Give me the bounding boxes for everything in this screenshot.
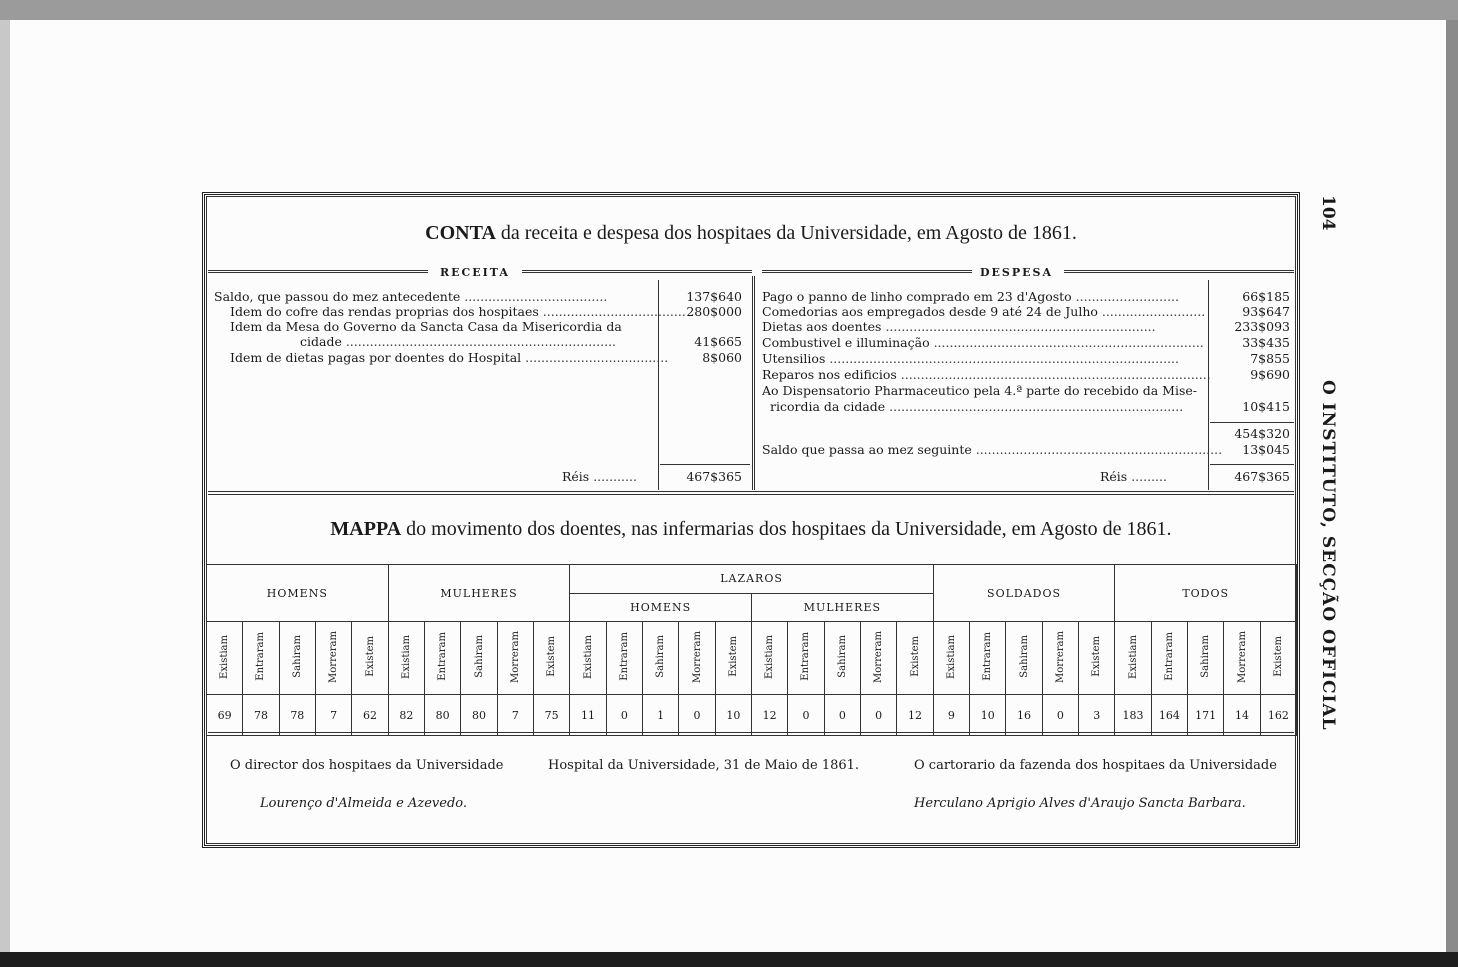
column-header-todos-entraram: Entraram [1151,622,1187,695]
value-homens-morreram: 7 [315,695,351,736]
value-mulheres-morreram: 7 [497,695,533,736]
despesa-amount-divider [1208,280,1209,490]
receita-total: 467$365 [686,469,742,484]
column-header-lazaros_homens-entraram: Entraram [606,622,642,695]
receita-rule-left [208,270,428,273]
column-header-todos-sahiram: Sahiram [1188,622,1224,695]
value-homens-entraram: 78 [243,695,279,736]
column-header-todos-existiam: Existiam [1115,622,1151,695]
value-lazaros_homens-morreram: 0 [679,695,715,736]
despesa-subtotal-rule [1210,422,1294,423]
receita-total-label: Réis ........... [562,469,637,484]
column-header-lazaros_mulheres-entraram: Entraram [788,622,824,695]
despesa-total-rule [1210,464,1294,465]
director-title: O director dos hospitaes da Universidade [230,758,504,773]
column-header-mulheres-entraram: Entraram [425,622,461,695]
mappa-title-bold: MAPPA [330,518,402,540]
value-todos-morreram: 14 [1224,695,1260,736]
despesa-line: ricordia da cidade .......................................................................... [770,399,1184,414]
column-header-mulheres-existem: Existem [534,622,570,695]
column-header-lazaros_mulheres-existiam: Existiam [752,622,788,695]
page-edge-left [0,20,10,952]
despesa-line: Combustivel e illuminação .................................................................... [762,335,1204,350]
column-header-mulheres-morreram: Morreram [497,622,533,695]
value-row [207,695,1297,736]
value-lazaros_mulheres-entraram: 0 [788,695,824,736]
value-soldados-sahiram: 16 [1006,695,1042,736]
column-header-lazaros_homens-morreram: Morreram [679,622,715,695]
place-date: Hospital da Universidade, 31 de Maio de 1861. [548,758,860,773]
value-lazaros_homens-sahiram: 1 [643,695,679,736]
despesa-amount: 33$435 [1242,335,1290,350]
despesa-line: Dietas aos doentes .................................................................... [762,319,1156,334]
receita-amount: 8$060 [702,350,742,365]
receita-rule-right [522,270,752,273]
value-homens-sahiram: 78 [279,695,315,736]
column-header-homens-morreram: Morreram [315,622,351,695]
value-todos-existiam: 183 [1115,695,1151,736]
group-lazaros: LAZAROS [570,565,933,594]
group-lazaros-homens: HOMENS [570,593,752,622]
column-header-soldados-existiam: Existiam [933,622,969,695]
despesa-amount: 10$415 [1242,399,1290,414]
value-todos-entraram: 164 [1151,695,1187,736]
column-header-soldados-sahiram: Sahiram [1006,622,1042,695]
mappa-title-rest: do movimento dos doentes, nas infermarias dos hospitaes da Universidade, em Agosto de 1861. [406,518,1172,540]
despesa-line: Comedorias aos empregados desde 9 até 24 de Julho .......................... [762,304,1206,319]
value-soldados-entraram: 10 [970,695,1006,736]
group-todos: TODOS [1115,565,1297,622]
mappa-title [206,518,1296,541]
receita-line: Idem do cofre das rendas proprias dos hospitaes .................................... [230,304,686,319]
value-lazaros_mulheres-existiam: 12 [752,695,788,736]
value-lazaros_homens-existem: 10 [715,695,751,736]
column-header-lazaros_mulheres-sahiram: Sahiram [824,622,860,695]
conta-title-bold: CONTA [425,222,496,244]
page-edge-top [0,0,1458,20]
value-homens-existem: 62 [352,695,388,736]
column-header-lazaros_homens-sahiram: Sahiram [643,622,679,695]
despesa-amount: 233$093 [1234,319,1290,334]
value-lazaros_mulheres-existem: 12 [897,695,933,736]
despesa-line: Pago o panno de linho comprado em 23 d'Agosto .......................... [762,289,1179,304]
page-number: 104 [1318,195,1338,231]
column-header-homens-entraram: Entraram [243,622,279,695]
value-todos-sahiram: 171 [1188,695,1224,736]
column-header-homens-existem: Existem [352,622,388,695]
movement-table [206,564,1297,736]
despesa-heading: DESPESA [980,266,1054,279]
column-header-soldados-existem: Existem [1079,622,1115,695]
column-header-homens-sahiram: Sahiram [279,622,315,695]
despesa-line: Utensilios ........................................................................................ [762,351,1179,366]
column-header-lazaros_homens-existem: Existem [715,622,751,695]
column-header-mulheres-existiam: Existiam [388,622,424,695]
despesa-amount: 93$647 [1242,304,1290,319]
value-lazaros_mulheres-sahiram: 0 [824,695,860,736]
value-mulheres-sahiram: 80 [461,695,497,736]
saldo-line: Saldo que passa ao mez seguinte .............................................................. [762,442,1223,457]
despesa-rule-right [1064,270,1294,273]
value-soldados-existem: 3 [1079,695,1115,736]
running-title: O INSTITUTO, SECÇÃO OFFICIAL [1318,380,1338,731]
despesa-amount: 7$855 [1250,351,1290,366]
cartorario-signature: Herculano Aprigio Alves d'Araujo Sancta Barbara. [914,796,1246,811]
receita-amount: 280$000 [686,304,742,319]
column-header-mulheres-sahiram: Sahiram [461,622,497,695]
despesa-line: Reparos nos edificios .............................................................................. [762,367,1211,382]
column-header-soldados-morreram: Morreram [1042,622,1078,695]
value-mulheres-entraram: 80 [425,695,461,736]
page-edge-bottom [0,952,1458,967]
group-homens: HOMENS [207,565,389,622]
value-todos-existem: 162 [1260,695,1296,736]
value-lazaros_mulheres-morreram: 0 [860,695,896,736]
saldo-amount: 13$045 [1242,442,1290,457]
receita-amount: 41$665 [694,334,742,349]
receita-total-rule [660,464,750,465]
column-header-homens-existiam: Existiam [207,622,243,695]
group-soldados: SOLDADOS [933,565,1115,622]
value-soldados-morreram: 0 [1042,695,1078,736]
page-edge-right [1446,20,1458,952]
column-header-todos-existem: Existem [1260,622,1296,695]
despesa-amount: 66$185 [1242,289,1290,304]
column-header-lazaros_mulheres-morreram: Morreram [860,622,896,695]
value-homens-existiam: 69 [207,695,243,736]
column-header-todos-morreram: Morreram [1224,622,1260,695]
despesa-line: Ao Dispensatorio Pharmaceutico pela 4.ª parte do recebido da Mise- [762,383,1197,398]
value-mulheres-existiam: 82 [388,695,424,736]
group-mulheres: MULHERES [388,565,570,622]
value-mulheres-existem: 75 [534,695,570,736]
mappa-bottom-rule [208,732,1294,736]
column-header-lazaros_mulheres-existem: Existem [897,622,933,695]
despesa-total-label: Réis ......... [1100,469,1167,484]
receita-amount: 137$640 [686,289,742,304]
center-divider [752,276,755,490]
despesa-amount: 9$690 [1250,367,1290,382]
receita-line: Idem da Mesa do Governo da Sancta Casa da Misericordia da [230,319,622,334]
cartorario-title: O cartorario da fazenda dos hospitaes da Universidade [914,758,1277,773]
conta-title-rest: da receita e despesa dos hospitaes da Universidade, em Agosto de 1861. [500,222,1077,244]
column-header-row [207,622,1297,695]
column-header-lazaros_homens-existiam: Existiam [570,622,606,695]
despesa-rule-left [762,270,972,273]
group-lazaros-mulheres: MULHERES [752,593,934,622]
conta-title [206,222,1296,245]
director-signature: Lourenço d'Almeida e Azevedo. [260,796,468,811]
despesa-total: 467$365 [1234,469,1290,484]
despesa-subtotal: 454$320 [1234,426,1290,441]
receita-line: Saldo, que passou do mez antecedente .................................... [214,289,608,304]
receita-heading: RECEITA [440,266,510,279]
column-header-soldados-entraram: Entraram [970,622,1006,695]
conta-bottom-rule [208,491,1294,495]
value-soldados-existiam: 9 [933,695,969,736]
receita-line: Idem de dietas pagas por doentes do Hospital .................................... [230,350,669,365]
receita-line: cidade .................................................................... [300,334,617,349]
value-lazaros_homens-existiam: 11 [570,695,606,736]
value-lazaros_homens-entraram: 0 [606,695,642,736]
